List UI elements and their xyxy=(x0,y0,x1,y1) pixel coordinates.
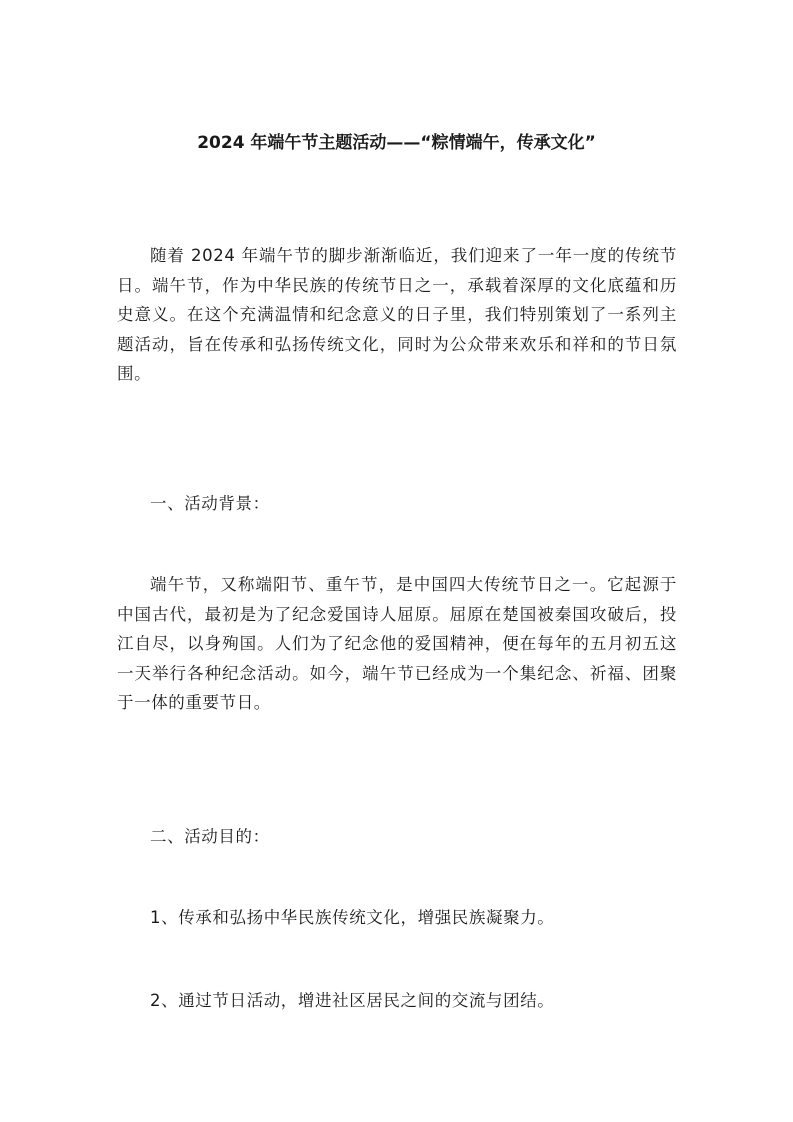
document-title: 2024 年端午节主题活动——“粽情端午，传承文化” xyxy=(197,133,596,153)
intro-paragraph: 随着 2024 年端午节的脚步渐渐临近，我们迎来了一年一度的传统节日。端午节，作为中华民族的传统节日之一，承载着深厚的文化底蕴和历史意义。在这个充满温情和纪念意义的日子里，我们特别策划了一系列主题活动，旨在传承和弘扬传统文化，同时为公众带来欢乐和祥和的节日氛围。 xyxy=(117,246,677,383)
objective-item: 1、传承和弘扬中华民族传统文化，增强民族凝聚力。 xyxy=(150,908,555,927)
section-heading-background: 一、活动背景： xyxy=(150,494,270,513)
objective-item: 2、通过节日活动，增进社区居民之间的交流与团结。 xyxy=(150,991,555,1010)
section-heading-objectives: 二、活动目的： xyxy=(150,827,270,846)
background-paragraph: 端午节，又称端阳节、重午节，是中国四大传统节日之一。它起源于中国古代，最初是为了纪念爱国诗人屈原。屈原在楚国被秦国攻破后，投江自尽，以身殉国。人们为了纪念他的爱国精神，便在每年的五月初五这一天举行各种纪念活动。如今，端午节已经成为一个集纪念、祈福、团聚于一体的重要节日。 xyxy=(117,575,677,712)
